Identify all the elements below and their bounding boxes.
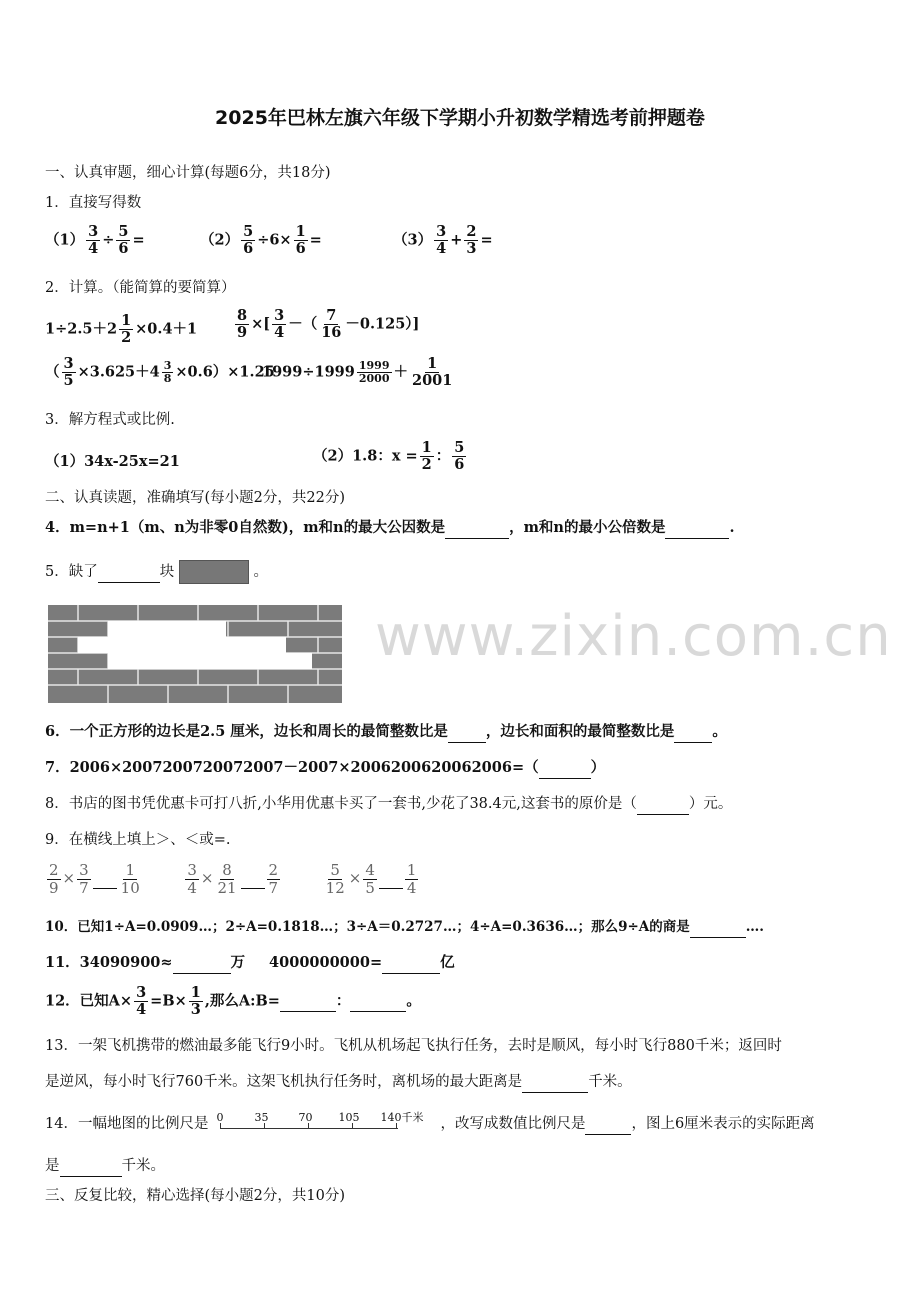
section-2-heading: 二、认真读题，准确填写(每小题2分，共22分) (45, 490, 345, 506)
answer-blank[interactable] (379, 868, 403, 889)
answer-blank[interactable] (98, 562, 160, 583)
answer-blank[interactable] (674, 722, 712, 743)
watermark: www.zixin.com.cn (375, 604, 892, 669)
question-3a: （1）34x-25x=21 (45, 453, 180, 470)
answer-blank[interactable] (60, 1156, 122, 1177)
answer-blank[interactable] (93, 868, 117, 889)
question-3b: （2）1.8：x = $\frac{1}{2}$ ： $\frac{5}{6}$ (313, 439, 465, 473)
question-6: 6．一个正方形的边长是2.5 厘米，边长和周长的最简整数比是 ，边长和面积的最简整数比是 。 (45, 722, 727, 743)
question-4: 4．m=n+1（m、n为非零0自然数)，m和n的最大公因数是 ，m和n的最小公倍数是 . (45, 518, 735, 539)
question-7: 7．2006×2007200720072007－2007×2006200620062006=（ ） (45, 758, 605, 779)
answer-blank[interactable] (665, 518, 729, 539)
question-2a: 1÷2.5＋2 $\frac{1}{2}$ ×0.4＋1 (45, 312, 198, 346)
question-11: 11．34090900≈ 万 4000000000= 亿 (45, 953, 455, 974)
question-10: 10．已知1÷A=0.0909…；2÷A=0.1818…；3÷A＝0.2727…；4÷A=0.3636…；那么9÷A的商是 …. (45, 917, 764, 938)
question-2d: 1999÷1999 $\frac{1999}{2000}$ ＋ $\frac{1}{2001}$ (262, 355, 453, 389)
question-2c: （ $\frac{3}{5}$ ×3.625＋4 $\frac{3}{8}$ ×0.6）×1.25 (45, 355, 275, 389)
question-5: 5．缺了 块 。 (45, 560, 268, 584)
section-1-heading: 一、认真审题，细心计算(每题6分，共18分) (45, 165, 331, 181)
question-3: 3．解方程式或比例. (45, 412, 175, 428)
answer-blank[interactable] (241, 868, 265, 889)
answer-blank[interactable] (585, 1114, 631, 1135)
answer-blank[interactable] (445, 518, 509, 539)
answer-blank[interactable] (382, 953, 440, 974)
brick-wall-figure (48, 605, 342, 703)
compare-item-1: $\frac{2}{9}$ × $\frac{3}{7}$ $\frac{1}{10}$ (49, 861, 140, 897)
question-1b: （2） $\frac{5}{6}$ ÷6× $\frac{1}{6}$ = (200, 223, 322, 257)
answer-blank[interactable] (173, 953, 231, 974)
question-14-line-2: 是 千米。 (45, 1156, 165, 1177)
question-2b: $\frac{8}{9}$ ×[ $\frac{3}{4}$ －（ $\frac{7}{16}$ －0.125）] (237, 307, 420, 341)
question-13-line-1: 13．一架飞机携带的燃油最多能飞行9小时。飞机从机场起飞执行任务，去时是顺风，每小时飞行880千米；返回时 (45, 1038, 782, 1054)
question-9-items (45, 862, 420, 896)
scale-bar-figure: 0 35 70 105 140千米 (208, 1114, 440, 1134)
question-14-line-1: 14．一幅地图的比例尺是 0 35 70 105 140千米 ，改写成数值比例尺是 ，图上6厘米表示的实际距离 (45, 1114, 815, 1135)
question-8: 8．书店的图书凭优惠卡可打八折,小华用优惠卡买了一套书,少花了38.4元,这套书的原价是（ ）元。 (45, 794, 732, 815)
question-1a: （1） $\frac{3}{4}$ ÷ $\frac{5}{6}$ = (45, 223, 145, 257)
compare-item-3: $\frac{5}{12}$ × $\frac{4}{5}$ $\frac{1}{4}$ (325, 861, 417, 897)
answer-blank[interactable] (522, 1072, 588, 1093)
question-1c: （3） $\frac{3}{4}$ + $\frac{2}{3}$ = (393, 223, 493, 257)
brick-sample-icon (179, 560, 249, 584)
answer-blank[interactable] (690, 917, 746, 938)
question-2: 2．计算。（能简算的要简算） (45, 280, 236, 296)
answer-blank[interactable] (448, 722, 486, 743)
question-9: 9．在横线上填上＞、＜或=. (45, 832, 231, 848)
section-3-heading: 三、反复比较，精心选择(每小题2分，共10分) (45, 1188, 345, 1204)
answer-blank[interactable] (350, 991, 406, 1012)
compare-item-2: $\frac{3}{4}$ × $\frac{8}{21}$ $\frac{2}{7}$ (187, 861, 279, 897)
answer-blank[interactable] (637, 794, 689, 815)
answer-blank[interactable] (539, 758, 591, 779)
question-1: 1．直接写得数 (45, 195, 142, 211)
question-13-line-2: 是逆风，每小时飞行760千米。这架飞机执行任务时，离机场的最大距离是 千米。 (45, 1072, 632, 1093)
question-12: 12．已知A× $\frac{3}{4}$ =B× $\frac{1}{3}$ ,那么A:B= ： 。 (45, 984, 421, 1018)
page-title: 2025年巴林左旗六年级下学期小升初数学精选考前押题卷 (215, 107, 705, 129)
answer-blank[interactable] (280, 991, 336, 1012)
